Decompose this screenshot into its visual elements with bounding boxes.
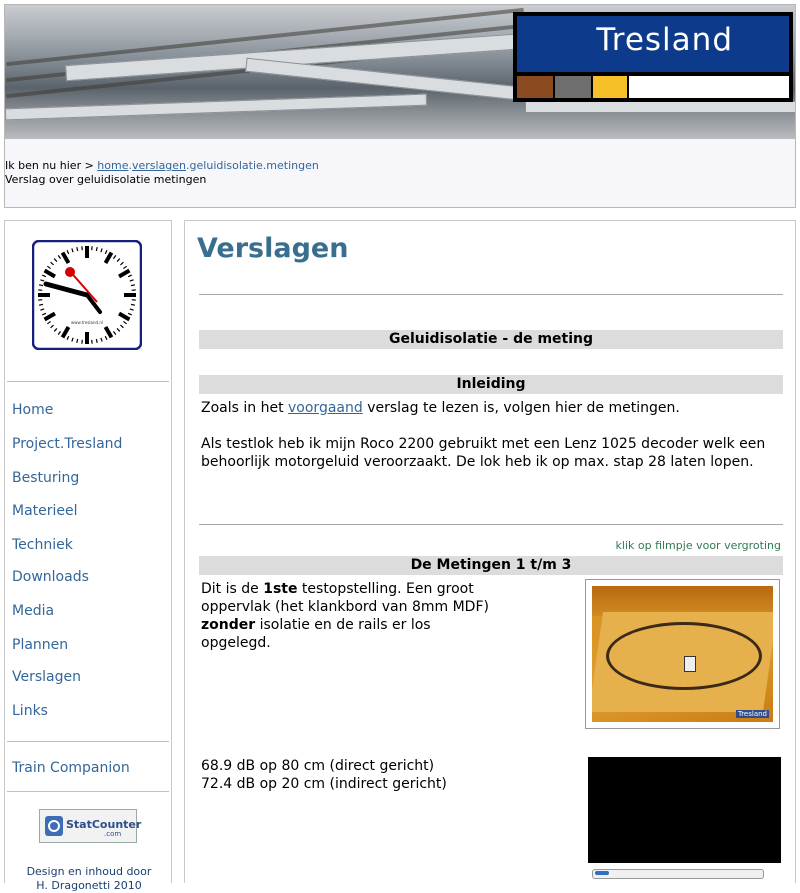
clock-tick [131, 285, 135, 286]
sidebar-divider [7, 741, 169, 742]
measurement-1-description [201, 580, 501, 652]
zoom-hint: klik op filmpje voor vergroting [616, 539, 781, 552]
nav-train-companion[interactable]: Train Companion [12, 760, 130, 776]
m1-text-e: isolatie en de rails er los opgelegd. [201, 617, 431, 651]
video-player[interactable] [588, 757, 781, 863]
intro-paragraph-2: Als testlok heb ik mijn Roco 2200 gebruikt met een Lenz 1025 decoder welk een behoorlijk motorgeluid veroorzaakt. De lok heb ik op max. stap 28 laten lopen. [201, 435, 783, 471]
video-progress-knob[interactable] [595, 871, 609, 875]
nav-project-tresland[interactable]: Project.Tresland [12, 436, 122, 452]
clock-tick [77, 247, 78, 251]
clock-tick [96, 247, 97, 251]
video-progress-bar[interactable] [592, 869, 764, 879]
clock-tick [77, 339, 78, 343]
logo-stripe-white [629, 76, 789, 98]
station-banner-image [5, 5, 795, 139]
sidebar-divider [7, 381, 169, 382]
intro-text-post: verslag te lezen is, volgen hier de metingen. [363, 400, 680, 416]
thumbnail-image [592, 586, 773, 722]
nav-downloads[interactable]: Downloads [12, 569, 89, 585]
m1-text-c: testopstelling. Een groot oppervlak (het klankbord van 8mm MDF) [201, 581, 489, 615]
nav-home[interactable]: Home [12, 402, 53, 418]
nav-techniek[interactable]: Techniek [12, 537, 73, 553]
testopstelling-video-thumbnail[interactable] [585, 579, 780, 729]
m1-text-bold-1ste: 1ste [263, 581, 297, 597]
m1-text-bold-zonder: zonder [201, 617, 255, 633]
clock-tick [96, 339, 97, 343]
design-credit-line2: H. Dragonetti 2010 [5, 879, 173, 893]
nav-plannen[interactable]: Plannen [12, 637, 68, 653]
breadcrumb-separator: . [128, 159, 132, 172]
nav-media[interactable]: Media [12, 603, 54, 619]
breadcrumb-verslagen-link[interactable]: verslagen [132, 159, 186, 172]
logo-stripe-yellow [593, 76, 627, 98]
measurement-2-result: 72.4 dB op 20 cm (indirect gericht) [201, 775, 501, 793]
thumbnail-watermark: Tresland [736, 710, 769, 718]
section-title-bar: Geluidisolatie - de meting [199, 330, 783, 349]
statcounter-badge[interactable] [39, 809, 137, 843]
m1-text-a: Dit is de [201, 581, 263, 597]
intro-text-pre: Zoals in het [201, 400, 288, 416]
metingen-heading-bar: De Metingen 1 t/m 3 [199, 556, 783, 575]
design-credit [5, 865, 173, 893]
breadcrumb-subtitle: Verslag over geluidisolatie metingen [5, 173, 319, 187]
clock-tick [39, 304, 43, 305]
page-header [4, 4, 796, 208]
sidebar [4, 220, 172, 883]
logo-stripe-brown [517, 76, 553, 98]
intro-heading-bar: Inleiding [199, 375, 783, 394]
intro-paragraph [201, 399, 781, 417]
nav-links[interactable]: Links [12, 703, 48, 719]
breadcrumb-prefix: Ik ben nu hier > [5, 159, 97, 172]
clock-tick [131, 304, 135, 305]
nav-verslagen[interactable]: Verslagen [12, 669, 81, 685]
breadcrumb [5, 159, 319, 187]
tresland-logo [513, 12, 793, 102]
section-divider [199, 524, 783, 525]
clock-brand-text: www.tresland.nl [71, 320, 103, 325]
main-content [184, 220, 796, 883]
logo-stripe-grey [555, 76, 591, 98]
measurement-1-result: 68.9 dB op 80 cm (direct gericht) [201, 757, 501, 775]
nav-besturing[interactable]: Besturing [12, 470, 79, 486]
statcounter-label: StatCounter [66, 818, 141, 831]
station-clock-icon [32, 240, 142, 350]
title-divider [199, 294, 783, 295]
breadcrumb-current: .geluidisolatie.metingen [186, 159, 319, 172]
statcounter-sub: .com [104, 830, 121, 838]
statcounter-icon [45, 816, 63, 836]
breadcrumb-home-link[interactable]: home [97, 159, 128, 172]
logo-title: Tresland [596, 22, 733, 58]
page-title: Verslagen [197, 233, 348, 264]
sidebar-divider [7, 791, 169, 792]
nav-materieel[interactable]: Materieel [12, 503, 78, 519]
voorgaand-link[interactable]: voorgaand [288, 400, 363, 416]
design-credit-line1: Design en inhoud door [5, 865, 173, 879]
clock-tick [39, 285, 43, 286]
